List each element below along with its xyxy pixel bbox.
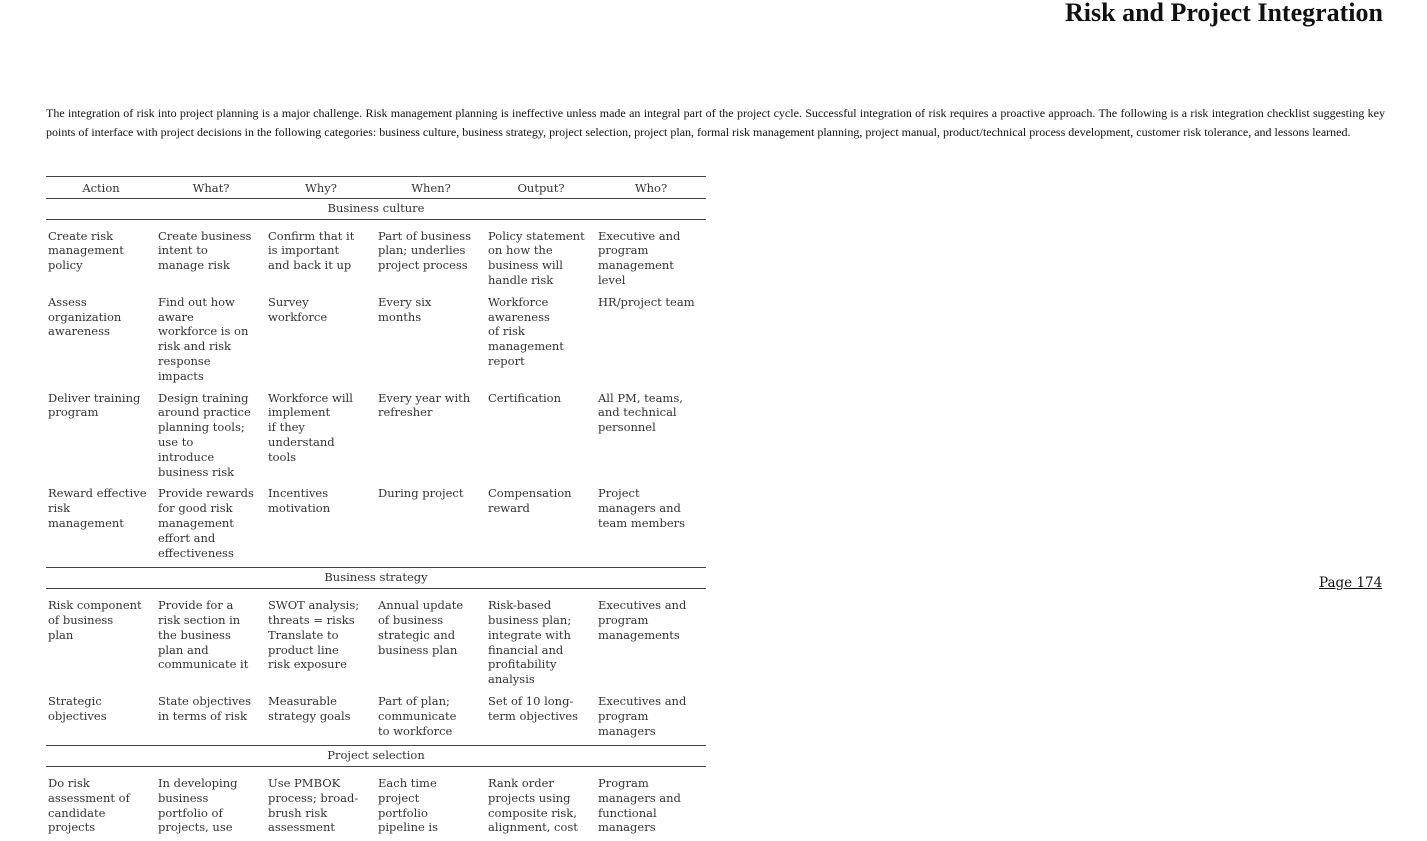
cell-when — [376, 391, 486, 487]
cell-line: managers — [598, 820, 656, 835]
cell-line: of risk — [488, 324, 525, 339]
cell-line: of business — [48, 612, 114, 627]
cell-what — [156, 776, 266, 841]
section-spacer — [46, 767, 706, 777]
cell-line: the business — [158, 627, 231, 642]
cell-line: handle risk — [488, 272, 554, 287]
cell-line: Incentives — [268, 486, 329, 501]
cell-line: financial and — [488, 642, 564, 657]
cell-who — [596, 295, 706, 391]
cell-line: plan — [48, 627, 74, 642]
cell-line: Workforce — [488, 294, 549, 309]
cell-line: workforce is on — [158, 324, 249, 339]
cell-line: awareness — [48, 324, 110, 339]
column-header-output: Output? — [486, 177, 596, 199]
cell-line: HR/project team — [598, 294, 695, 309]
cell-line: Create risk — [48, 228, 114, 243]
cell-line: Each time — [378, 776, 437, 791]
cell-what — [156, 598, 266, 694]
cell-line: projects — [48, 820, 96, 835]
cell-who — [596, 776, 706, 841]
cell-output — [486, 598, 596, 694]
cell-line: implement — [268, 405, 331, 420]
cell-line: management — [158, 515, 234, 530]
table-row — [46, 694, 706, 746]
cell-line: business plan; — [488, 612, 572, 627]
cell-when — [376, 598, 486, 694]
cell-line: managements — [598, 627, 680, 642]
cell-line: strategy goals — [268, 708, 351, 723]
cell-line: reward — [488, 501, 530, 516]
cell-line: Find out how — [158, 294, 235, 309]
cell-line: of business — [378, 612, 444, 627]
cell-line: if they — [268, 420, 305, 435]
cell-line: alignment, cost — [488, 820, 578, 835]
cell-line: program — [598, 243, 649, 258]
cell-line: Provide rewards — [158, 486, 254, 501]
cell-line: refresher — [378, 405, 433, 420]
cell-line: business will — [488, 258, 563, 273]
cell-line: Executives and — [598, 598, 687, 613]
cell-line: policy — [48, 258, 83, 273]
section-title: Business strategy — [46, 568, 706, 589]
cell-why — [266, 694, 376, 746]
cell-line: planning tools; — [158, 420, 245, 435]
cell-line: Certification — [488, 390, 561, 405]
table-row — [46, 295, 706, 391]
cell-line: program — [598, 612, 649, 627]
cell-line: managers and — [598, 501, 681, 516]
cell-line: understand — [268, 434, 335, 449]
table-row — [46, 776, 706, 841]
cell-line: managers — [598, 723, 656, 738]
cell-line: Program — [598, 776, 649, 791]
cell-line: program — [48, 405, 99, 420]
cell-line: team members — [598, 515, 686, 530]
cell-line: Compensation — [488, 486, 572, 501]
cell-line: business plan — [378, 642, 458, 657]
page-number-link[interactable]: Page 174 — [1319, 575, 1383, 591]
cell-line: Executives and — [598, 693, 687, 708]
cell-line: Every six — [378, 294, 432, 309]
cell-line: response — [158, 353, 211, 368]
column-header-why: Why? — [266, 177, 376, 199]
cell-line: product line — [268, 642, 339, 657]
cell-why — [266, 776, 376, 841]
cell-line: assessment of — [48, 790, 130, 805]
cell-why — [266, 295, 376, 391]
cell-line: threats = risks — [268, 612, 355, 627]
cell-why — [266, 598, 376, 694]
cell-line: motivation — [268, 501, 331, 516]
cell-line: Risk-based — [488, 598, 552, 613]
cell-line: composite risk, — [488, 805, 577, 820]
cell-line: management — [488, 339, 564, 354]
cell-line: portfolio — [378, 805, 428, 820]
cell-who — [596, 391, 706, 487]
table-body — [46, 198, 706, 841]
cell-what — [156, 229, 266, 295]
cell-line: effort and — [158, 530, 216, 545]
cell-line: Strategic — [48, 693, 102, 708]
section-spacer — [46, 219, 706, 229]
cell-action — [46, 694, 156, 746]
cell-line: Survey — [268, 294, 309, 309]
cell-who — [596, 229, 706, 295]
cell-line: State objectives — [158, 693, 252, 708]
cell-who — [596, 598, 706, 694]
cell-line: business risk — [158, 464, 235, 479]
cell-action — [46, 391, 156, 487]
table-row — [46, 229, 706, 295]
section-header-row — [46, 746, 706, 767]
cell-line: Use PMBOK — [268, 776, 341, 791]
cell-line: plan and — [158, 642, 209, 657]
cell-line: workforce — [268, 309, 328, 324]
cell-who — [596, 694, 706, 746]
cell-line: integrate with — [488, 627, 571, 642]
cell-line: intent to — [158, 243, 208, 258]
section-header-row — [46, 198, 706, 219]
checklist-table — [46, 176, 706, 841]
cell-line: Rank order — [488, 776, 554, 791]
cell-line: months — [378, 309, 422, 324]
cell-line: and technical — [598, 405, 677, 420]
cell-line: project process — [378, 258, 468, 273]
cell-line: Project — [598, 486, 640, 501]
cell-line: Part of plan; — [378, 693, 450, 708]
cell-line: SWOT analysis; — [268, 598, 360, 613]
cell-line: profitability — [488, 657, 557, 672]
cell-output — [486, 229, 596, 295]
cell-line: Part of business — [378, 228, 472, 243]
cell-line: effectiveness — [158, 545, 234, 560]
cell-line: All PM, teams, — [598, 390, 683, 405]
cell-line: awareness — [488, 309, 550, 324]
cell-why — [266, 229, 376, 295]
cell-line: Annual update — [378, 598, 464, 613]
cell-line: term objectives — [488, 708, 579, 723]
cell-what — [156, 486, 266, 567]
cell-line: process; broad- — [268, 790, 359, 805]
section-title: Business culture — [46, 198, 706, 219]
cell-line: brush risk — [268, 805, 328, 820]
cell-line: on how the — [488, 243, 553, 258]
cell-line: communicate — [378, 708, 457, 723]
cell-line: project — [378, 790, 420, 805]
cell-what — [156, 295, 266, 391]
cell-line: Executive and — [598, 228, 681, 243]
cell-line: Create business — [158, 228, 252, 243]
cell-line: Assess — [48, 294, 87, 309]
section-spacer — [46, 589, 706, 599]
page-title: Risk and Project Integration — [1064, 0, 1383, 27]
intro-paragraph: The integration of risk into project planning is a major challenge. Risk management planning is ineffective unless made an integral part of the project cycle. Successful integration of risk requires a proactive approach. The following is a risk integration checklist suggesting key points of interface with project decisions in the following categories: business culture, business strategy, project selection, project plan, formal risk management planning, project manual, product/technical process development, customer risk tolerance, and lessons learned. — [46, 106, 1385, 139]
cell-action — [46, 229, 156, 295]
cell-line: Set of 10 long- — [488, 693, 574, 708]
cell-line: Design training — [158, 390, 249, 405]
risk-integration-checklist — [46, 176, 708, 841]
cell-when — [376, 295, 486, 391]
cell-line: management — [598, 258, 674, 273]
cell-line: candidate — [48, 805, 106, 820]
cell-line: for good risk — [158, 501, 233, 516]
cell-line: Reward effective — [48, 486, 147, 501]
section-header-row — [46, 568, 706, 589]
table-header-row — [46, 177, 706, 199]
cell-why — [266, 486, 376, 567]
cell-action — [46, 598, 156, 694]
cell-line: report — [488, 353, 525, 368]
cell-action — [46, 776, 156, 841]
cell-line: Provide for a — [158, 598, 234, 613]
cell-line: level — [598, 272, 626, 287]
cell-line: portfolio of — [158, 805, 223, 820]
cell-line: impacts — [158, 368, 204, 383]
column-header-action: Action — [46, 177, 156, 199]
cell-line: in terms of risk — [158, 708, 248, 723]
cell-line: strategic and — [378, 627, 456, 642]
cell-why — [266, 391, 376, 487]
cell-line: Deliver training — [48, 390, 141, 405]
cell-line: management — [48, 515, 124, 530]
cell-line: projects using — [488, 790, 571, 805]
cell-line: projects, use — [158, 820, 233, 835]
cell-line: and back it up — [268, 258, 352, 273]
cell-line: around practice — [158, 405, 251, 420]
cell-line: introduce — [158, 449, 215, 464]
cell-when — [376, 229, 486, 295]
cell-line: managers and — [598, 790, 681, 805]
cell-when — [376, 776, 486, 841]
cell-line: risk section in — [158, 612, 241, 627]
cell-output — [486, 295, 596, 391]
cell-output — [486, 694, 596, 746]
cell-line: Every year with — [378, 390, 471, 405]
cell-line: management — [48, 243, 124, 258]
cell-line: In developing — [158, 776, 238, 791]
cell-line: manage risk — [158, 258, 230, 273]
cell-line: Workforce will — [268, 390, 353, 405]
table-row — [46, 598, 706, 694]
cell-line: use to — [158, 434, 194, 449]
cell-action — [46, 295, 156, 391]
cell-line: analysis — [488, 672, 535, 687]
cell-line: program — [598, 708, 649, 723]
column-header-what: What? — [156, 177, 266, 199]
cell-line: During project — [378, 486, 464, 501]
cell-line: Measurable — [268, 693, 337, 708]
section-title: Project selection — [46, 746, 706, 767]
cell-output — [486, 776, 596, 841]
cell-line: Translate to — [268, 627, 339, 642]
cell-line: functional — [598, 805, 657, 820]
cell-line: plan; underlies — [378, 243, 466, 258]
cell-line: is important — [268, 243, 340, 258]
cell-when — [376, 694, 486, 746]
cell-line: risk and risk — [158, 339, 232, 354]
cell-output — [486, 486, 596, 567]
cell-what — [156, 694, 266, 746]
cell-line: risk exposure — [268, 657, 347, 672]
cell-line: communicate it — [158, 657, 249, 672]
cell-what — [156, 391, 266, 487]
cell-line: risk — [48, 501, 71, 516]
table-row — [46, 391, 706, 487]
cell-line: tools — [268, 449, 297, 464]
cell-line: organization — [48, 309, 122, 324]
cell-line: pipeline is — [378, 820, 439, 835]
column-header-who: Who? — [596, 177, 706, 199]
cell-line: aware — [158, 309, 194, 324]
cell-action — [46, 486, 156, 567]
cell-line: business — [158, 790, 209, 805]
cell-line: Risk component — [48, 598, 142, 613]
cell-line: Confirm that it — [268, 228, 355, 243]
cell-line: Do risk — [48, 776, 90, 791]
cell-when — [376, 486, 486, 567]
cell-line: objectives — [48, 708, 107, 723]
column-header-when: When? — [376, 177, 486, 199]
table-row — [46, 486, 706, 567]
cell-line: Policy statement — [488, 228, 585, 243]
cell-line: to workforce — [378, 723, 453, 738]
cell-line: assessment — [268, 820, 336, 835]
cell-who — [596, 486, 706, 567]
cell-output — [486, 391, 596, 487]
cell-line: personnel — [598, 420, 656, 435]
